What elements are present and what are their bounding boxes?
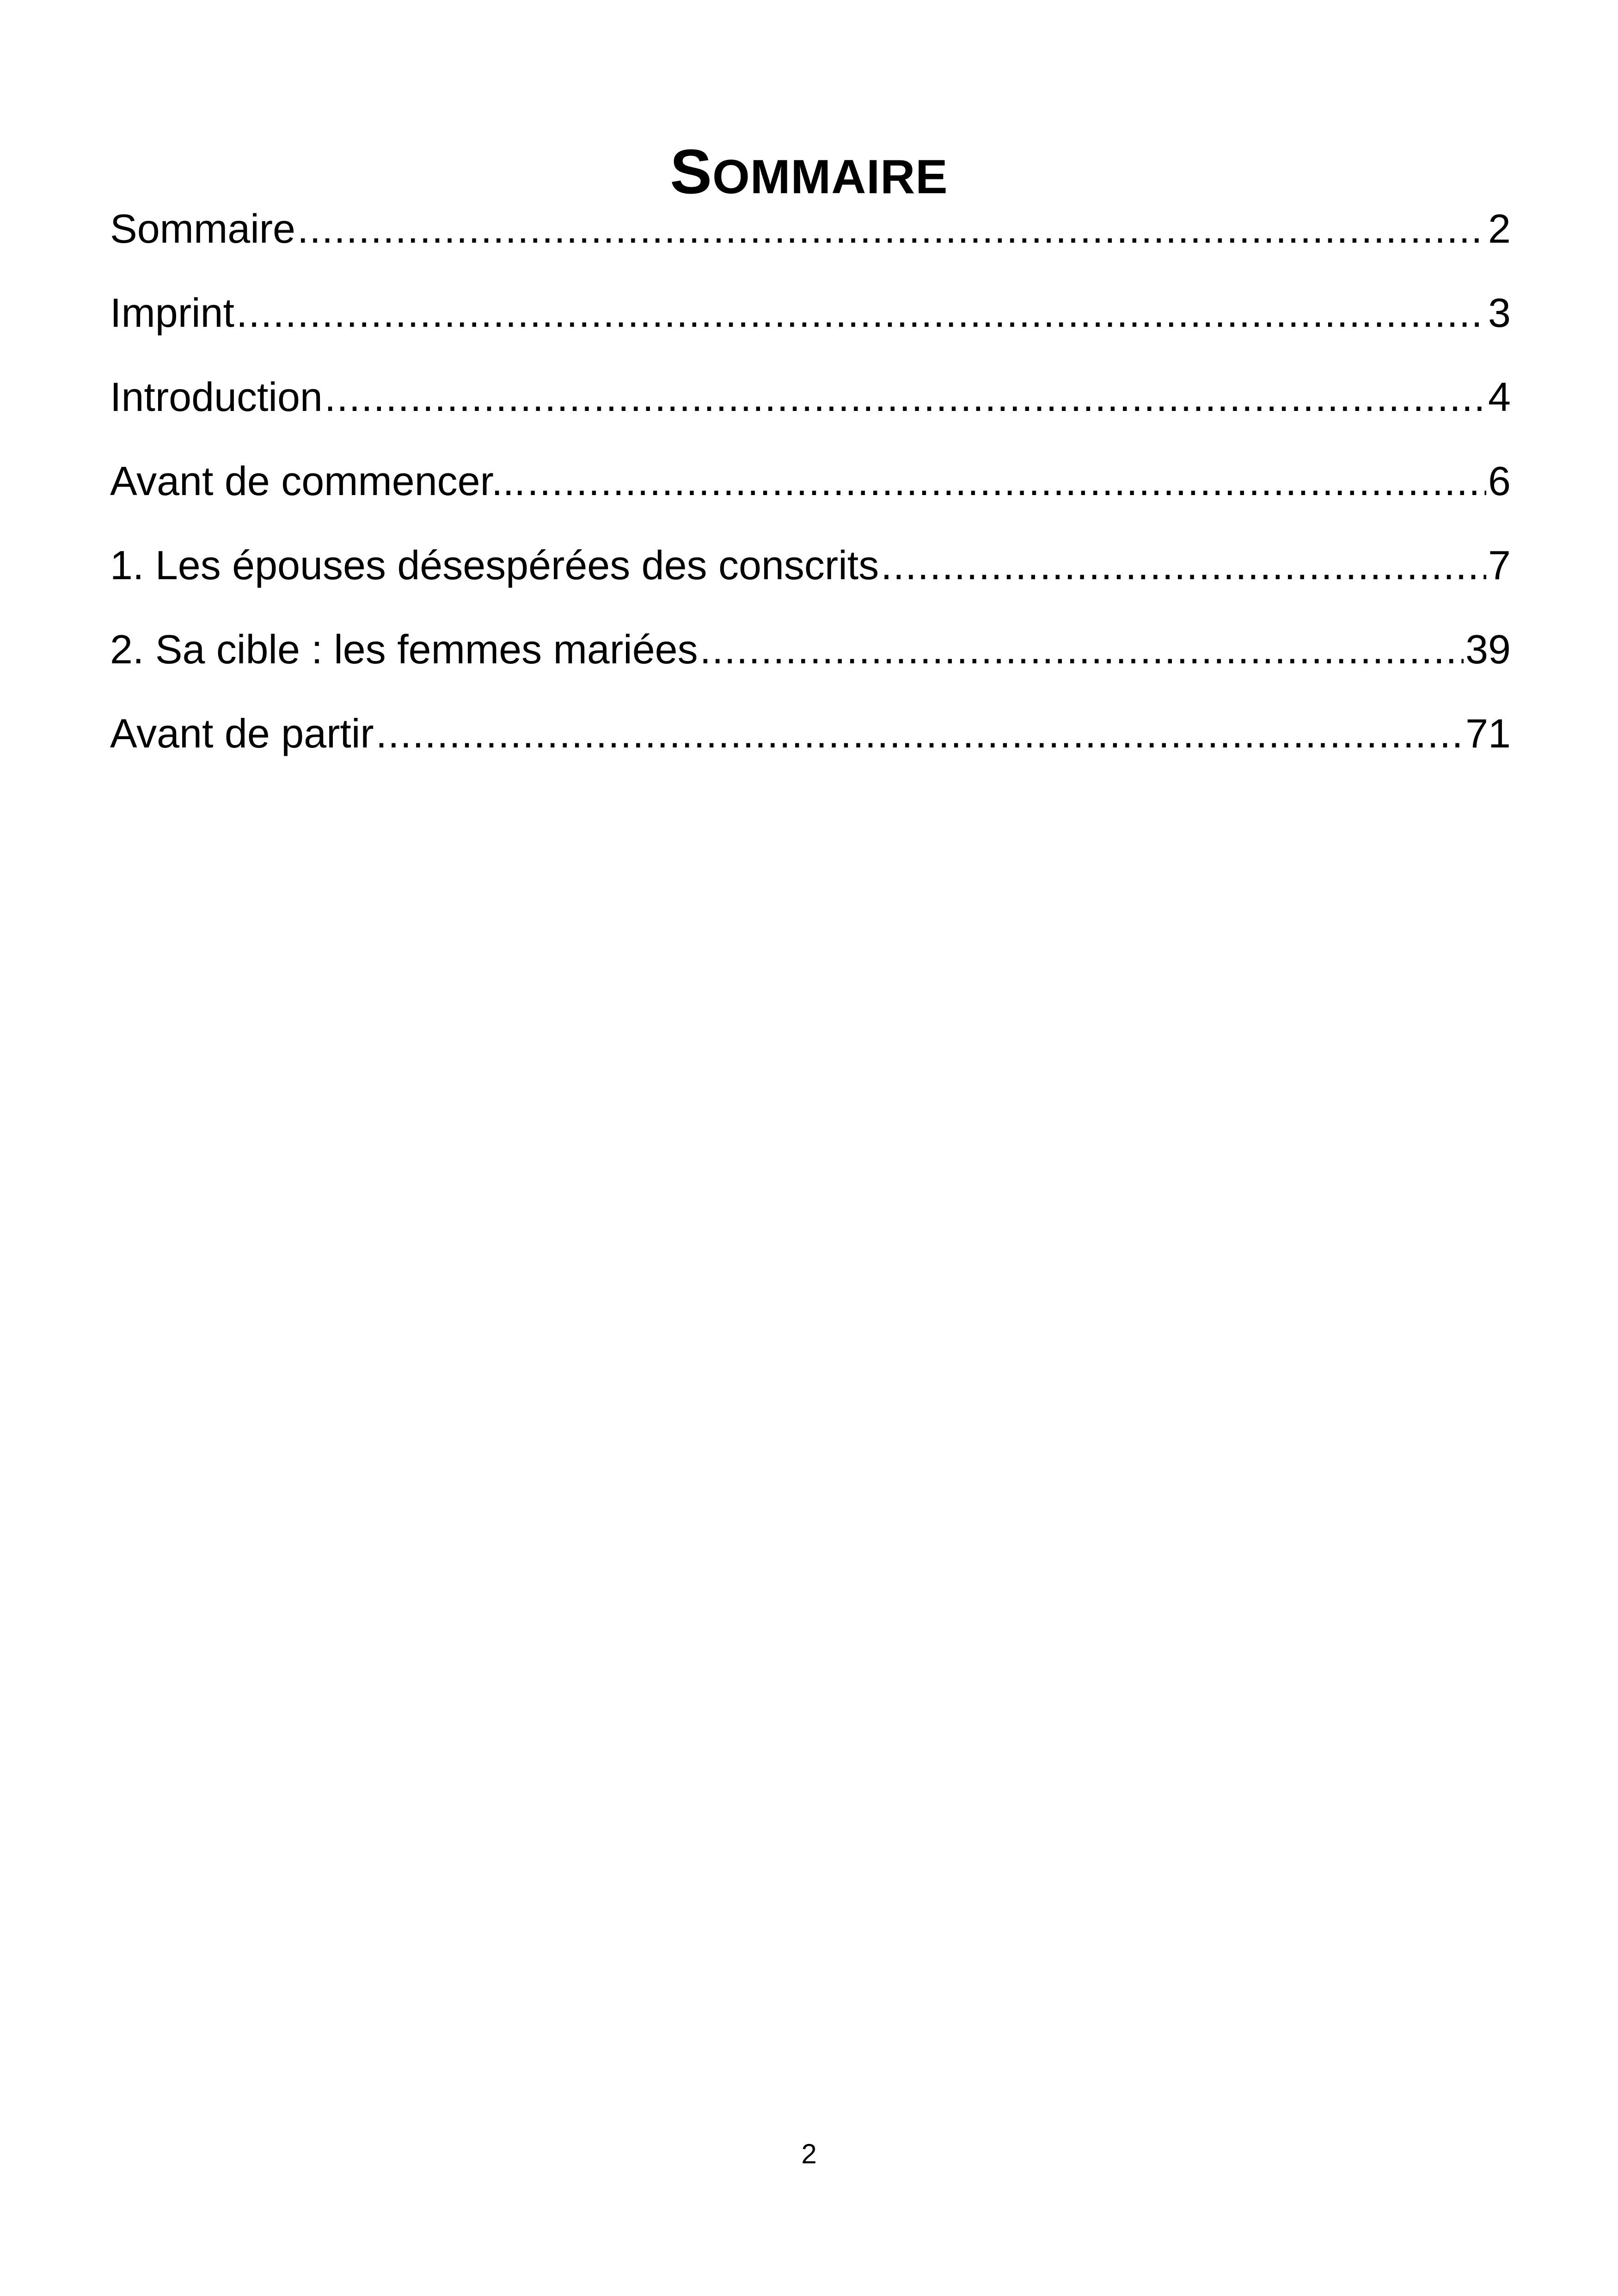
toc-entry <box>110 619 1511 704</box>
page-number: 2 <box>801 2138 817 2169</box>
toc-entry-page: 71 <box>1465 710 1511 756</box>
table-of-contents <box>110 199 1511 788</box>
toc-entry <box>110 535 1511 619</box>
toc-dot-leader <box>527 451 1486 511</box>
toc-entry <box>110 451 1511 535</box>
page-title-first-letter: S <box>670 136 713 207</box>
toc-entry <box>110 367 1511 451</box>
toc-dot-leader <box>700 619 1464 680</box>
page-title-rest: OMMAIRE <box>712 150 948 204</box>
toc-entry-page: 3 <box>1488 290 1511 336</box>
toc-entry-page: 39 <box>1465 626 1511 672</box>
toc-dot-leader <box>376 704 1464 764</box>
toc-dot-leader <box>236 283 1486 343</box>
toc-entry-label: Sommaire <box>110 206 295 251</box>
toc-entry-label: Avant de partir <box>110 710 374 756</box>
toc-entry <box>110 199 1511 283</box>
toc-entry-label: Imprint <box>110 290 234 336</box>
toc-entry <box>110 704 1511 788</box>
toc-dot-leader <box>325 367 1486 427</box>
toc-dot-leader <box>297 199 1486 259</box>
toc-entry-page: 4 <box>1488 374 1511 420</box>
toc-entry-label: Introduction <box>110 374 323 420</box>
toc-entry-page: 6 <box>1488 458 1511 504</box>
toc-dot-leader <box>881 535 1486 595</box>
toc-entry-label: 1. Les épouses désespérées des conscrits <box>110 542 879 588</box>
toc-entry-label: Avant de commencer... <box>110 458 526 504</box>
toc-entry-page: 7 <box>1488 542 1511 588</box>
toc-entry-label: 2. Sa cible : les femmes mariées <box>110 626 698 672</box>
toc-entry <box>110 283 1511 367</box>
toc-entry-page: 2 <box>1488 206 1511 251</box>
